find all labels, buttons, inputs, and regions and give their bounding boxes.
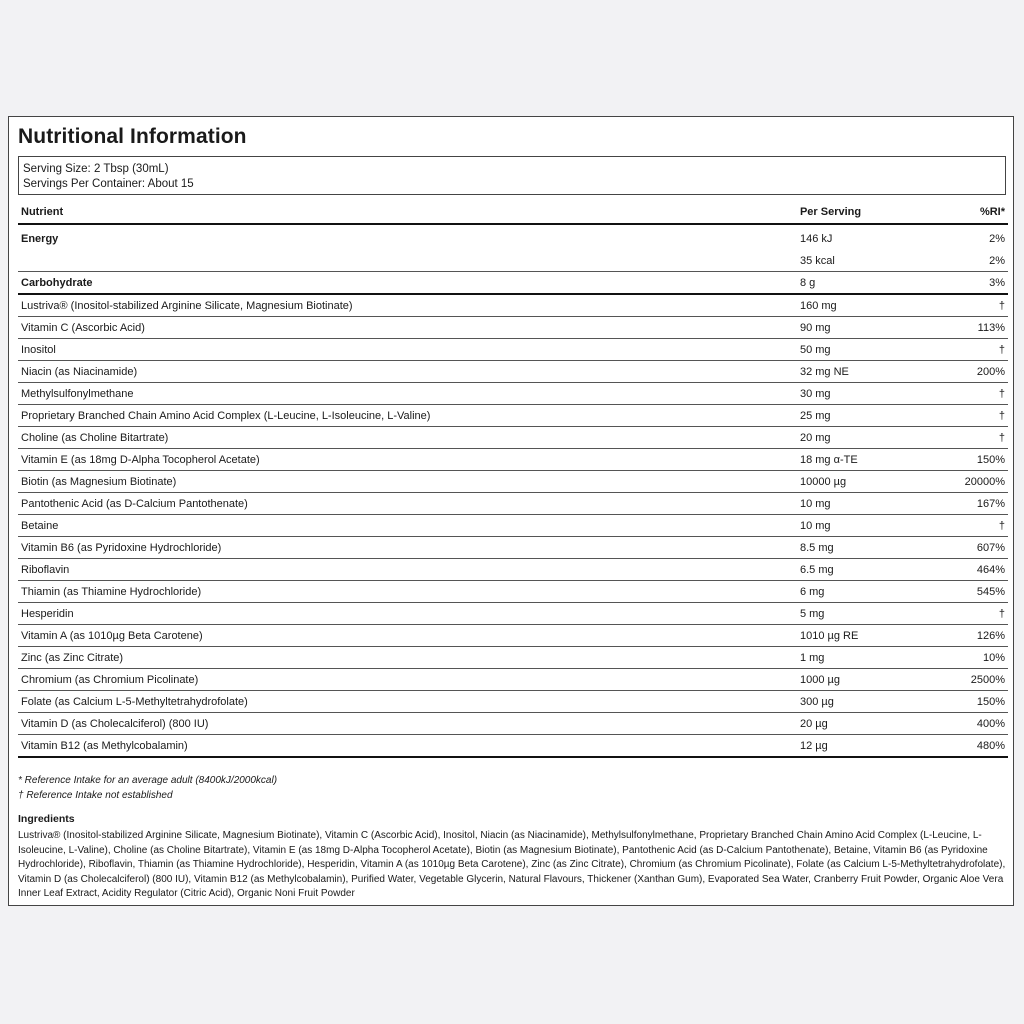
servings-per-container: Servings Per Container: About 15 (23, 178, 194, 190)
nutrient-amount: 6 mg (797, 581, 962, 603)
energy-kcal-ri: 2% (962, 250, 1008, 272)
nutrient-amount: 12 µg (797, 735, 962, 758)
header-ri: %RI* (962, 201, 1008, 224)
energy-row-kcal (18, 250, 1008, 272)
nutrient-amount: 6.5 mg (797, 559, 962, 581)
nutrient-name: Pantothenic Acid (as D-Calcium Pantothenate) (18, 493, 797, 515)
table-header-row (18, 201, 1008, 224)
nutrient-amount: 32 mg NE (797, 361, 962, 383)
table-row (18, 559, 1008, 581)
nutrient-name: Methylsulfonylmethane (18, 383, 797, 405)
table-row (18, 603, 1008, 625)
nutrient-ri: 607% (962, 537, 1008, 559)
page-title: Nutritional Information (18, 125, 247, 148)
nutrient-amount: 25 mg (797, 405, 962, 427)
nutrient-amount: 20 mg (797, 427, 962, 449)
table-row (18, 427, 1008, 449)
table-row (18, 317, 1008, 339)
carbohydrate-row (18, 272, 1008, 295)
nutrient-ri: † (962, 294, 1008, 317)
nutrient-ri: 20000% (962, 471, 1008, 493)
footnote-reference-intake: * Reference Intake for an average adult (8400kJ/2000kcal) (18, 775, 278, 786)
table-row (18, 647, 1008, 669)
nutrient-name: Proprietary Branched Chain Amino Acid Complex (L-Leucine, L-Isoleucine, L-Valine) (18, 405, 797, 427)
carbohydrate-label: Carbohydrate (18, 272, 797, 295)
nutrient-name: Vitamin E (as 18mg D-Alpha Tocopherol Acetate) (18, 449, 797, 471)
nutrient-ri: 2500% (962, 669, 1008, 691)
nutrient-name: Thiamin (as Thiamine Hydrochloride) (18, 581, 797, 603)
nutrient-amount: 10 mg (797, 515, 962, 537)
table-row (18, 625, 1008, 647)
nutrient-amount: 30 mg (797, 383, 962, 405)
nutrient-ri: † (962, 405, 1008, 427)
header-per-serving: Per Serving (797, 201, 962, 224)
nutrient-ri: 464% (962, 559, 1008, 581)
table-row (18, 537, 1008, 559)
table-row (18, 691, 1008, 713)
table-row (18, 383, 1008, 405)
nutrient-ri: 200% (962, 361, 1008, 383)
serving-size: Serving Size: 2 Tbsp (30mL) (23, 163, 169, 175)
nutrient-name: Hesperidin (18, 603, 797, 625)
nutrient-amount: 5 mg (797, 603, 962, 625)
nutrient-ri: 10% (962, 647, 1008, 669)
energy-row-kj (18, 224, 1008, 250)
nutrient-name: Folate (as Calcium L-5-Methyltetrahydrofolate) (18, 691, 797, 713)
table-row (18, 449, 1008, 471)
header-nutrient: Nutrient (18, 201, 797, 224)
table-row (18, 294, 1008, 317)
nutrient-amount: 1000 µg (797, 669, 962, 691)
nutrient-name: Betaine (18, 515, 797, 537)
nutrient-ri: 167% (962, 493, 1008, 515)
nutrient-ri: † (962, 515, 1008, 537)
nutrient-name: Vitamin D (as Cholecalciferol) (800 IU) (18, 713, 797, 735)
nutrient-amount: 10000 µg (797, 471, 962, 493)
energy-label: Energy (21, 232, 59, 245)
nutrition-panel (8, 116, 1014, 906)
table-row (18, 713, 1008, 735)
nutrient-name: Choline (as Choline Bitartrate) (18, 427, 797, 449)
table-row (18, 515, 1008, 537)
nutrient-name: Vitamin C (Ascorbic Acid) (18, 317, 797, 339)
footnote-not-established: † Reference Intake not established (18, 790, 173, 801)
table-row (18, 735, 1008, 758)
energy-kj: 146 kJ (799, 232, 833, 245)
nutrient-name: Lustriva® (Inositol-stabilized Arginine Silicate, Magnesium Biotinate) (18, 294, 797, 317)
nutrient-ri: 150% (962, 449, 1008, 471)
carbohydrate-amount: 8 g (797, 272, 962, 295)
table-row (18, 339, 1008, 361)
nutrient-amount: 50 mg (797, 339, 962, 361)
nutrient-ri: 126% (962, 625, 1008, 647)
nutrient-name: Inositol (18, 339, 797, 361)
nutrient-amount: 10 mg (797, 493, 962, 515)
footnotes (18, 773, 277, 803)
nutrient-ri: 150% (962, 691, 1008, 713)
nutrient-amount: 300 µg (797, 691, 962, 713)
nutrient-name: Vitamin B6 (as Pyridoxine Hydrochloride) (18, 537, 797, 559)
nutrient-amount: 160 mg (797, 294, 962, 317)
nutrient-amount: 20 µg (797, 713, 962, 735)
nutrient-ri: 113% (962, 317, 1008, 339)
serving-info-box (18, 156, 1006, 195)
nutrient-ri: † (962, 339, 1008, 361)
nutrient-amount: 8.5 mg (797, 537, 962, 559)
nutrient-ri: 545% (962, 581, 1008, 603)
table-row (18, 493, 1008, 515)
nutrient-ri: 400% (962, 713, 1008, 735)
nutrient-name: Chromium (as Chromium Picolinate) (18, 669, 797, 691)
carbohydrate-ri: 3% (962, 272, 1008, 295)
nutrient-name: Vitamin B12 (as Methylcobalamin) (18, 735, 797, 758)
table-row (18, 405, 1008, 427)
table-row (18, 361, 1008, 383)
nutrient-name: Biotin (as Magnesium Biotinate) (18, 471, 797, 493)
nutrient-ri: † (962, 383, 1008, 405)
nutrient-name: Niacin (as Niacinamide) (18, 361, 797, 383)
ingredients-text: Lustriva® (Inositol-stabilized Arginine Silicate, Magnesium Biotinate), Vitamin C (Ascorbic Acid), Inositol, Niacin (as Niacinamide), Methylsulfonylmethane, Proprietary Branched Chain Amino Acid Complex (L-Leucine, L-Isoleucine, L-Valine), Choline (as Choline Bitartrate), Vitamin E (as 18mg D-Alpha Tocopherol Acetate), Biotin (as Magnesium Biotinate), Pantothenic Acid (as D-Calcium Pantothenate), Betaine, Vitamin B6 (as Pyridoxine Hydrochloride), Riboflavin, Thiamin (as Thiamine Hydrochloride), Hesperidin, Vitamin A (as 1010µg Beta Carotene), Zinc (as Zinc Citrate), Chromium (as Chromium Picolinate), Folate (as Calcium L-5-Methyltetrahydrofolate), Vitamin D (as Cholecalciferol) (800 IU), Vitamin B12 (as Methylcobalamin), Purified Water, Vegetable Glycerin, Natural Flavours, Thickener (Xanthan Gum), Evaporated Sea Water, Cranberry Fruit Powder, Organic Aloe Vera Inner Leaf Extract, Acidity Regulator (Citric Acid), Organic Noni Fruit Powder (18, 830, 1006, 899)
nutrient-amount: 18 mg α-TE (797, 449, 962, 471)
nutrient-name: Vitamin A (as 1010µg Beta Carotene) (18, 625, 797, 647)
nutrient-name: Zinc (as Zinc Citrate) (18, 647, 797, 669)
energy-kj-ri: 2% (989, 232, 1005, 245)
nutrient-amount: 1010 µg RE (797, 625, 962, 647)
nutrient-ri: 480% (962, 735, 1008, 758)
nutrient-amount: 90 mg (797, 317, 962, 339)
energy-kcal: 35 kcal (797, 250, 962, 272)
table-row (18, 669, 1008, 691)
ingredients-heading: Ingredients (18, 813, 75, 825)
nutrient-amount: 1 mg (797, 647, 962, 669)
nutrient-ri: † (962, 427, 1008, 449)
energy-kcal-spacer (18, 250, 797, 272)
nutrient-ri: † (962, 603, 1008, 625)
table-row (18, 471, 1008, 493)
nutrition-table (18, 201, 1008, 758)
nutrient-name: Riboflavin (18, 559, 797, 581)
table-row (18, 581, 1008, 603)
